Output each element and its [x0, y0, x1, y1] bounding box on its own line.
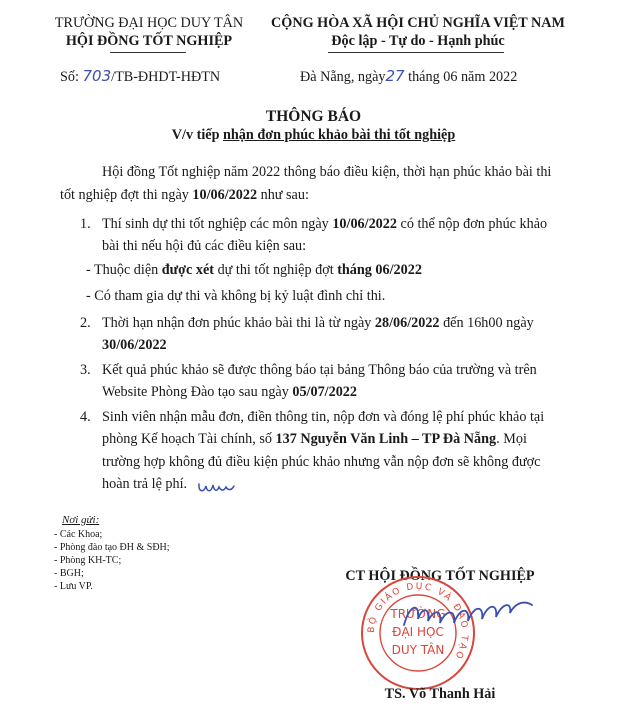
signer-role: CT HỘI ĐỒNG TỐT NGHIỆP: [345, 568, 535, 584]
item-4-address: 137 Nguyễn Văn Linh – TP Đà Nẵng: [275, 431, 497, 447]
stamp-ring-text: BỘ GIÁO DỤC VÀ ĐÀO TẠO: [366, 581, 470, 662]
item-1-line-2: bài thi nếu hội đủ các điều kiện sau:: [102, 238, 307, 254]
subject-lead: V/v tiếp: [171, 127, 220, 143]
condition-1-c: dự thi tốt nghiệp đợt: [217, 262, 334, 278]
nation-motto: Độc lập - Tự do - Hạnh phúc: [331, 33, 505, 49]
item-3-line-1: Kết quả phúc khảo sẽ được thông báo tại bảng Thông báo của trường và trên: [102, 362, 537, 378]
condition-1: [86, 262, 422, 278]
item-3-a: Website Phòng Đào tạo sau ngày: [102, 384, 289, 400]
recipient-item: - BGH;: [54, 568, 84, 579]
stamp-line-3: DUY TÂN: [391, 643, 445, 657]
header-left-rule: [110, 52, 186, 53]
item-2-c: đến 16h00 ngày: [443, 315, 534, 331]
recipient-item: - Các Khoa;: [54, 529, 103, 540]
item-1-c: có thể nộp đơn phúc khảo: [400, 216, 548, 232]
condition-1-b: được xét: [161, 262, 215, 278]
item-4-c: . Mọi: [496, 431, 527, 447]
item-3-number: 3.: [80, 362, 91, 378]
document-number: [60, 68, 220, 85]
doc-number-prefix: Số:: [60, 69, 79, 85]
item-1-a: Thí sinh dự thi tốt nghiệp các môn ngày: [102, 216, 329, 232]
date-year: 2022: [488, 69, 518, 85]
recipient-item: - Phòng đào tạo ĐH & SĐH;: [54, 542, 170, 553]
nation-title: CỘNG HÒA XÃ HỘI CHỦ NGHĨA VIỆT NAM: [271, 15, 565, 31]
item-4-line-4: hoàn trả lệ phí.: [102, 476, 188, 492]
item-1-line-1: [102, 216, 547, 232]
document-title: THÔNG BÁO: [265, 108, 362, 125]
doc-number-suffix: /TB-ĐHDT-HĐTN: [111, 69, 221, 85]
date-city: Đà Nẵng, ngày: [300, 69, 386, 85]
recipients-title: Nơi gửi:: [62, 514, 100, 526]
date-year-label: năm: [460, 69, 486, 85]
item-2-line-1: [102, 315, 534, 331]
doc-number-handwritten: 703: [82, 67, 112, 85]
item-2-date: 28/06/2022: [374, 315, 440, 331]
intro-line-1: Hội đồng Tốt nghiệp năm 2022 thông báo điều kiện, thời hạn phúc khảo bài thi: [102, 164, 552, 180]
university-name: TRƯỜNG ĐẠI HỌC DUY TÂN: [54, 15, 244, 31]
item-4-number: 4.: [80, 409, 91, 425]
item-1-number: 1.: [80, 216, 91, 232]
item-3-date: 05/07/2022: [292, 384, 357, 400]
item-2-line-2: 30/06/2022: [102, 337, 167, 353]
intro-line-2-a: tốt nghiệp đợt thi ngày: [60, 187, 189, 203]
recipient-item: - Phòng KH-TC;: [54, 555, 122, 566]
stamp-line-2: ĐẠI HỌC: [392, 625, 444, 639]
signer-name: TS. Võ Thanh Hải: [384, 686, 496, 702]
council-name: HỘI ĐỒNG TỐT NGHIỆP: [65, 33, 233, 49]
intro-line-2-c: như sau:: [260, 187, 309, 203]
date-month: 06: [443, 69, 458, 85]
header-right-rule: [328, 52, 504, 53]
condition-2: - Có tham gia dự thi và không bị kỷ luật đình chỉ thi.: [86, 288, 386, 304]
condition-1-a: - Thuộc diện: [86, 262, 159, 278]
signature-scribble: [400, 595, 540, 643]
condition-1-d: tháng 06/2022: [337, 262, 422, 278]
date-day-handwritten: 27: [385, 67, 405, 85]
item-4-line-2: [102, 431, 527, 447]
item-4-line-1: Sinh viên nhận mẫu đơn, điền thông tin, nộp đơn và đóng lệ phí phúc khảo tại: [102, 409, 545, 425]
item-1-date: 10/06/2022: [332, 216, 397, 232]
recipient-item: - Lưu VP.: [54, 581, 93, 592]
date-line: [300, 68, 517, 85]
date-month-label: tháng: [408, 69, 440, 85]
initials-signature: [196, 476, 242, 496]
intro-line-2: [60, 187, 309, 203]
stamp-line-1: TRƯỜNG: [390, 607, 446, 621]
item-4-a: phòng Kế hoạch Tài chính, số: [102, 431, 272, 447]
item-4-line-3: trường hợp không đủ điều kiện phúc khảo nhưng vẫn nộp đơn sẽ không được: [102, 454, 541, 470]
document-subject: [0, 127, 627, 143]
item-2-a: Thời hạn nhận đơn phúc khảo bài thi là từ ngày: [102, 315, 372, 331]
intro-date: 10/06/2022: [192, 187, 258, 203]
item-2-number: 2.: [80, 315, 91, 331]
subject-rest: nhận đơn phúc khảo bài thi tốt nghiệp: [223, 127, 456, 143]
item-3-line-2: [102, 384, 357, 400]
